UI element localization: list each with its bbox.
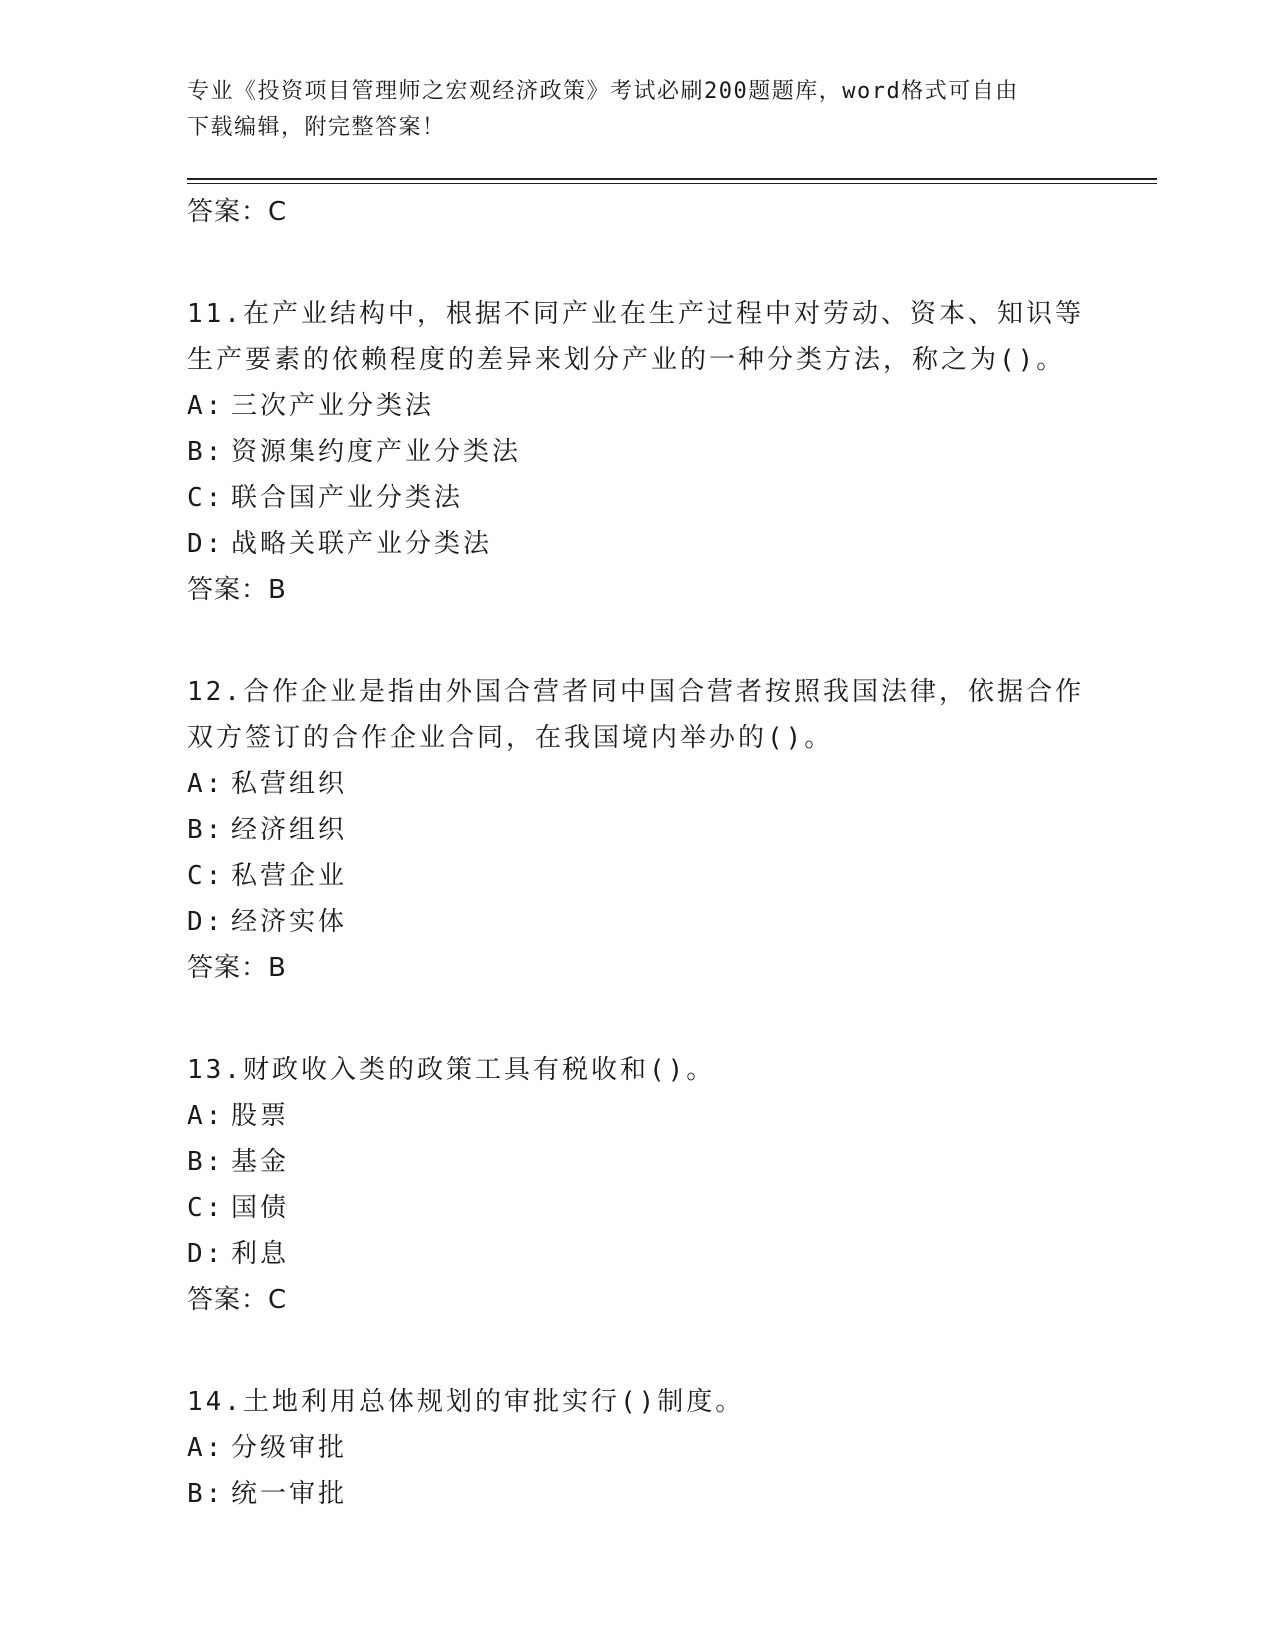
answer-line: 答案：C [187, 1285, 288, 1315]
option-text: 分级审批 [231, 1433, 348, 1463]
option-letter: B: [187, 1479, 225, 1509]
answer-option [187, 475, 1087, 521]
header-divider-thick [187, 178, 1157, 180]
header-line-2: 下载编辑，附完整答案！ [187, 115, 446, 140]
option-text: 私营组织 [231, 769, 348, 799]
question-stem: 11.在产业结构中，根据不同产业在生产过程中对劳动、资本、知识等 [187, 299, 1084, 329]
question-block [187, 669, 1087, 991]
answer-option [187, 1425, 1087, 1471]
option-text: 私营企业 [231, 861, 348, 891]
option-text: 统一审批 [231, 1479, 348, 1509]
option-letter: D: [187, 529, 225, 559]
question-block [187, 1047, 1087, 1323]
answer-option [187, 761, 1087, 807]
answer-option [187, 429, 1087, 475]
option-text: 基金 [231, 1147, 290, 1177]
answer-option [187, 853, 1087, 899]
option-text: 国债 [231, 1193, 290, 1223]
answer-option [187, 899, 1087, 945]
option-letter: B: [187, 815, 225, 845]
option-letter: D: [187, 1239, 225, 1269]
answer-option [187, 521, 1087, 567]
question-stem: 13.财政收入类的政策工具有税收和()。 [187, 1055, 716, 1085]
question-list [187, 189, 1087, 1517]
answer-option [187, 1093, 1087, 1139]
option-letter: C: [187, 1193, 225, 1223]
question-stem: 双方签订的合作企业合同，在我国境内举办的()。 [187, 723, 834, 753]
option-text: 经济实体 [231, 907, 348, 937]
questions-container [187, 291, 1087, 1517]
question-stem: 12.合作企业是指由外国合营者同中国合营者按照我国法律，依据合作 [187, 677, 1084, 707]
option-letter: A: [187, 1101, 225, 1131]
option-text: 三次产业分类法 [231, 391, 435, 421]
option-letter: B: [187, 437, 225, 467]
answer-line: 答案：C [187, 197, 288, 227]
answer-line: 答案：B [187, 953, 287, 983]
option-letter: B: [187, 1147, 225, 1177]
question-stem: 生产要素的依赖程度的差异来划分产业的一种分类方法，称之为()。 [187, 345, 1066, 375]
option-letter: A: [187, 391, 225, 421]
option-text: 股票 [231, 1101, 290, 1131]
option-text: 战略关联产业分类法 [231, 529, 493, 559]
header-divider-thin [187, 183, 1157, 184]
header-line-1: 专业《投资项目管理师之宏观经济政策》考试必刷200题题库，word格式可自由 [187, 79, 1019, 104]
option-text: 利息 [231, 1239, 290, 1269]
question-block [187, 291, 1087, 613]
document-header [187, 74, 1067, 146]
answer-option [187, 807, 1087, 853]
answer-line: 答案：B [187, 575, 287, 605]
answer-option [187, 1471, 1087, 1517]
answer-option [187, 1185, 1087, 1231]
option-letter: A: [187, 769, 225, 799]
option-letter: C: [187, 483, 225, 513]
question-block [187, 1379, 1087, 1517]
answer-option [187, 383, 1087, 429]
answer-option [187, 1231, 1087, 1277]
option-text: 资源集约度产业分类法 [231, 437, 522, 467]
option-letter: C: [187, 861, 225, 891]
option-text: 经济组织 [231, 815, 348, 845]
option-letter: D: [187, 907, 225, 937]
question-stem: 14.土地利用总体规划的审批实行()制度。 [187, 1387, 745, 1417]
answer-option [187, 1139, 1087, 1185]
option-letter: A: [187, 1433, 225, 1463]
option-text: 联合国产业分类法 [231, 483, 464, 513]
